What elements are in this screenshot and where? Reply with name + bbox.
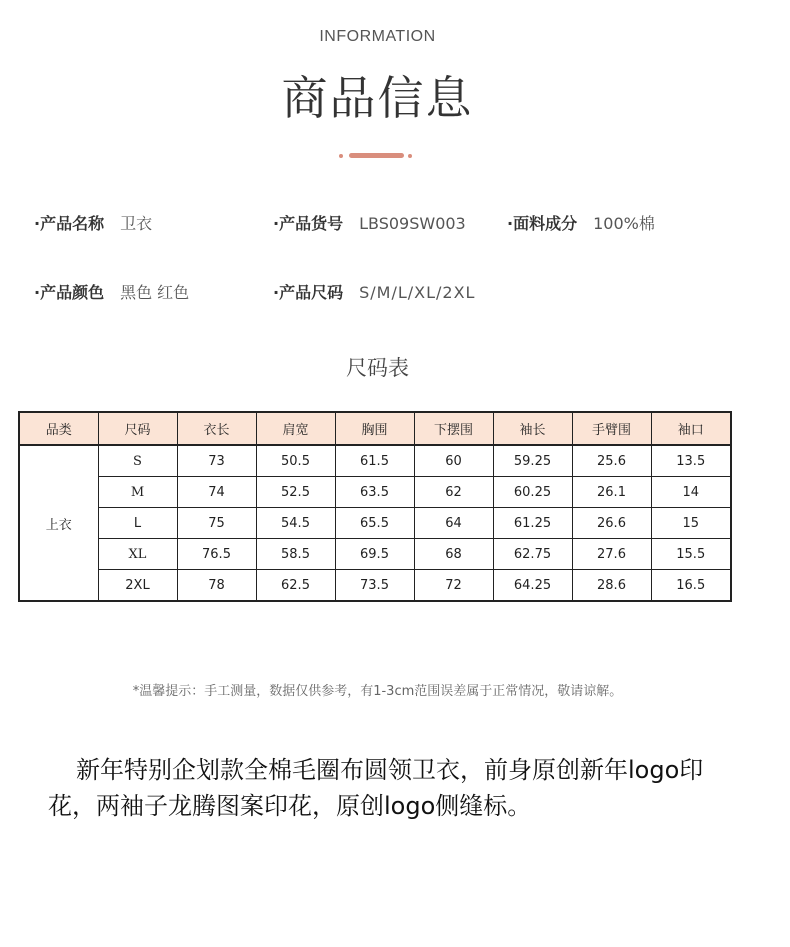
info-label: ·产品名称 bbox=[34, 214, 105, 233]
column-header: 衣长 bbox=[177, 412, 256, 445]
info-label: ·产品颜色 bbox=[34, 283, 105, 302]
product-description: 新年特别企划款全棉毛圈布圆领卫衣，前身原创新年logo印花，两袖子龙腾图案印花，原创logo侧缝标。 bbox=[48, 756, 704, 820]
table-row bbox=[19, 570, 731, 602]
table-cell: 52.5 bbox=[256, 477, 335, 508]
table-cell: 62.5 bbox=[256, 570, 335, 602]
table-cell: 60 bbox=[414, 445, 493, 477]
section-subtitle: INFORMATION bbox=[319, 28, 436, 45]
table-row bbox=[19, 508, 731, 539]
column-header: 尺码 bbox=[98, 412, 177, 445]
column-header: 肩宽 bbox=[256, 412, 335, 445]
info-value: S/M/L/XL/2XL bbox=[359, 283, 476, 302]
table-cell: 13.5 bbox=[651, 445, 731, 477]
size-cell: 2XL bbox=[98, 570, 177, 602]
table-cell: 72 bbox=[414, 570, 493, 602]
size-cell: M bbox=[98, 477, 177, 508]
info-label: ·产品货号 bbox=[273, 214, 344, 233]
info-label: ·产品尺码 bbox=[273, 283, 344, 302]
table-cell: 65.5 bbox=[335, 508, 414, 539]
info-product-color bbox=[34, 280, 189, 303]
category-cell: 上衣 bbox=[19, 445, 98, 601]
table-cell: 62 bbox=[414, 477, 493, 508]
table-cell: 28.6 bbox=[572, 570, 651, 602]
info-value: 100%棉 bbox=[593, 214, 655, 233]
table-cell: 68 bbox=[414, 539, 493, 570]
column-header: 下摆围 bbox=[414, 412, 493, 445]
column-header: 袖口 bbox=[651, 412, 731, 445]
table-cell: 15 bbox=[651, 508, 731, 539]
title-divider bbox=[339, 152, 414, 160]
table-cell: 27.6 bbox=[572, 539, 651, 570]
table-cell: 59.25 bbox=[493, 445, 572, 477]
table-cell: 50.5 bbox=[256, 445, 335, 477]
size-table bbox=[18, 411, 732, 602]
size-table-title: 尺码表 bbox=[346, 356, 409, 380]
table-cell: 15.5 bbox=[651, 539, 731, 570]
table-cell: 69.5 bbox=[335, 539, 414, 570]
divider-bar bbox=[349, 153, 404, 158]
info-product-name bbox=[34, 211, 152, 234]
info-value: 卫衣 bbox=[120, 214, 153, 233]
table-cell: 25.6 bbox=[572, 445, 651, 477]
table-cell: 62.75 bbox=[493, 539, 572, 570]
column-header: 袖长 bbox=[493, 412, 572, 445]
table-row bbox=[19, 445, 731, 477]
info-product-size bbox=[273, 280, 475, 303]
table-cell: 64 bbox=[414, 508, 493, 539]
table-cell: 74 bbox=[177, 477, 256, 508]
column-header: 手臂围 bbox=[572, 412, 651, 445]
table-cell: 61.25 bbox=[493, 508, 572, 539]
table-cell: 64.25 bbox=[493, 570, 572, 602]
info-label: ·面料成分 bbox=[507, 214, 578, 233]
info-product-fabric bbox=[507, 211, 655, 234]
table-cell: 76.5 bbox=[177, 539, 256, 570]
size-cell: S bbox=[98, 445, 177, 477]
table-row bbox=[19, 477, 731, 508]
table-cell: 14 bbox=[651, 477, 731, 508]
table-cell: 26.1 bbox=[572, 477, 651, 508]
table-cell: 54.5 bbox=[256, 508, 335, 539]
table-cell: 75 bbox=[177, 508, 256, 539]
measurement-tip: *温馨提示：手工测量，数据仅供参考，有1-3cm范围误差属于正常情况，敬请谅解。 bbox=[132, 684, 623, 699]
divider-dot bbox=[339, 154, 343, 158]
table-cell: 58.5 bbox=[256, 539, 335, 570]
table-cell: 60.25 bbox=[493, 477, 572, 508]
table-cell: 73 bbox=[177, 445, 256, 477]
divider-dot bbox=[408, 154, 412, 158]
table-row bbox=[19, 539, 731, 570]
info-product-sku bbox=[273, 211, 466, 234]
column-header: 胸围 bbox=[335, 412, 414, 445]
info-value: 黑色 红色 bbox=[120, 283, 190, 302]
table-cell: 26.6 bbox=[572, 508, 651, 539]
table-cell: 63.5 bbox=[335, 477, 414, 508]
column-header: 品类 bbox=[19, 412, 98, 445]
table-cell: 78 bbox=[177, 570, 256, 602]
size-cell: L bbox=[98, 508, 177, 539]
table-cell: 61.5 bbox=[335, 445, 414, 477]
info-value: LBS09SW003 bbox=[359, 214, 466, 233]
size-cell: XL bbox=[98, 539, 177, 570]
page-title: 商品信息 bbox=[281, 71, 474, 125]
table-cell: 73.5 bbox=[335, 570, 414, 602]
table-cell: 16.5 bbox=[651, 570, 731, 602]
